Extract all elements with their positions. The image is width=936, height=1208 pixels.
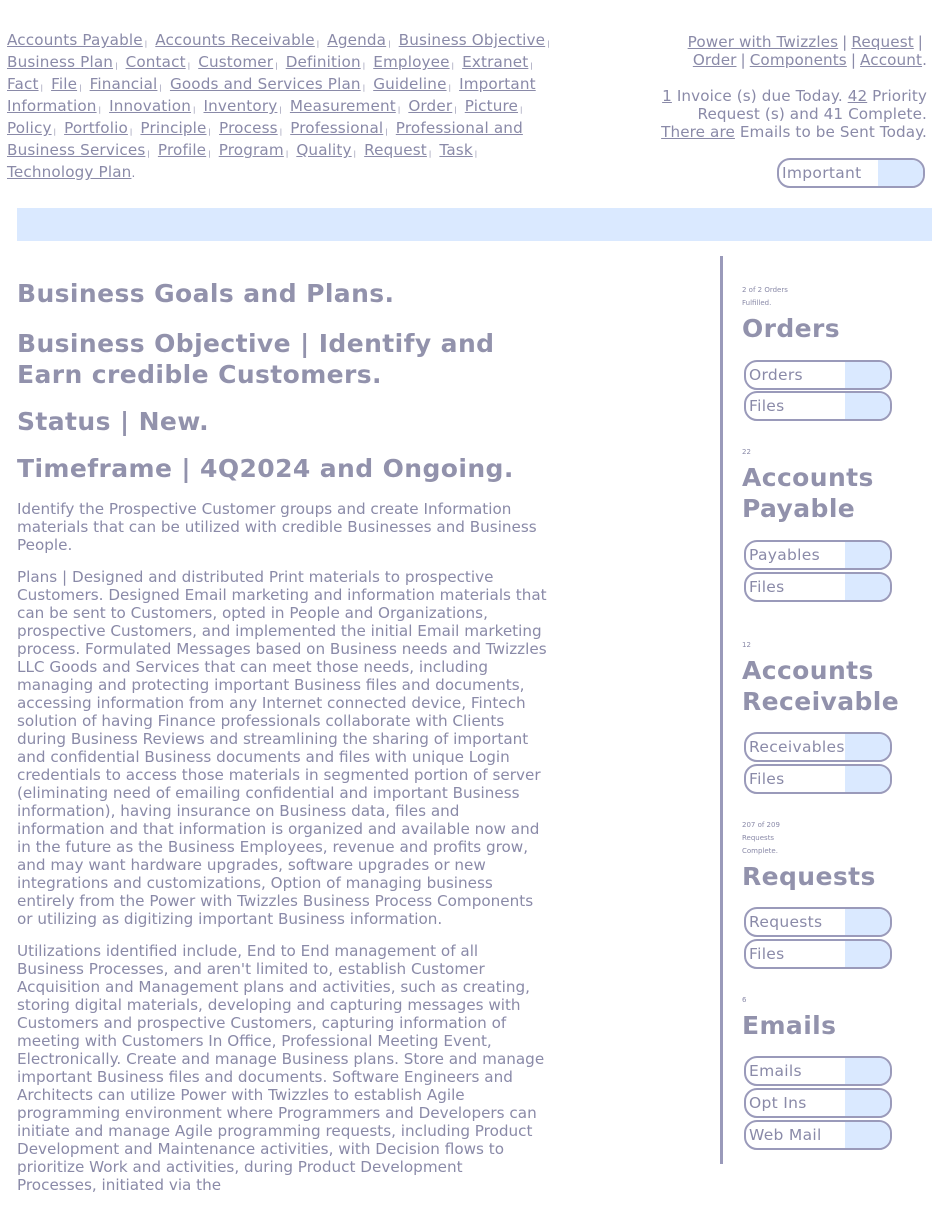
nav-separator: | [98, 106, 102, 114]
nav-link-financial[interactable]: Financial [89, 75, 158, 93]
payables-count [742, 446, 751, 459]
important-button[interactable] [777, 158, 925, 188]
nav-separator: | [187, 62, 191, 70]
status-summary [627, 87, 927, 141]
nav-separator: | [547, 40, 550, 48]
nav-link-professional-and-business-services[interactable]: Professional and Business Services [7, 119, 523, 159]
pill-fill [845, 1122, 890, 1148]
nav-separator: | [79, 84, 82, 92]
invoice-text: Invoice (s) due Today. [671, 87, 848, 105]
nav-separator: | [208, 128, 212, 136]
pill-fill [845, 362, 890, 388]
status-heading: Status | New. [17, 407, 210, 436]
orders-count-line: Fulfilled. [742, 299, 772, 307]
header-separator: | [740, 51, 746, 69]
plans-paragraph: Plans | Designed and distributed Print materials to prospective Customers. Designed Email marketing and information materials that can be sent to Customers, opted in People and Organizations, prospective Customers, and implemented the initial Email marketing process. Formulated Messages based on Business needs and Twizzles LLC Goods and Services that can meet those needs, including managing and protecting important Business files and documents, accessing information from any Internet connected device, Fintech solution of having Finance professionals collaborate with Clients during Business Reviews and streamlining the sharing of important and confidential Business documents and files with unique Login credentials to access those materials in segmented portion of server (eliminating need of emailing confidential and important Business information), having insurance on Business data, files and information and that information is organized and available now and in the future as the Business Employees, revenue and profits grow, and may want hardware upgrades, software upgrades or new integrations and customizations, Option of managing business entirely from the Power with Twizzles Business Process Components or utilizing as digitizing important Business information. [17, 568, 547, 928]
orders-files-button-label: Files [749, 397, 785, 415]
emails-button-label: Emails [749, 1062, 802, 1080]
pill-fill [845, 766, 890, 792]
nav-link-guideline[interactable]: Guideline [373, 75, 447, 93]
nav-separator: | [451, 62, 455, 70]
main-content [17, 279, 547, 1208]
orders-button-label: Orders [749, 366, 803, 384]
orders-title: Orders [742, 314, 841, 343]
requests-count [742, 819, 780, 858]
pill-fill [845, 941, 890, 967]
nav-link-program[interactable]: Program [218, 141, 284, 159]
nav-link-process[interactable]: Process [219, 119, 278, 137]
nav-separator: | [193, 106, 196, 114]
nav-link-task[interactable]: Task [439, 141, 473, 159]
pill-fill [845, 909, 890, 935]
nav-link-principle[interactable]: Principle [140, 119, 207, 137]
nav-link-technology-plan[interactable]: Technology Plan [7, 163, 132, 181]
intro-paragraph: Identify the Prospective Customer groups and create Information materials that can be utilized with credible Businesses and Business People. [17, 500, 537, 554]
request-link[interactable]: Request [851, 33, 914, 51]
receivables-button-label: Receivables [749, 738, 845, 756]
payables-count-line: 22 [742, 448, 751, 456]
requests-count-line: 207 of 209 [742, 821, 780, 829]
receivables-count-line: 12 [742, 641, 751, 649]
invoice-count-link[interactable]: 1 [662, 87, 672, 105]
nav-link-portfolio[interactable]: Portfolio [64, 119, 128, 137]
requests-button-label: Requests [749, 913, 823, 931]
payables-files-button-label: Files [749, 578, 785, 596]
power-with-twizzles-link[interactable]: Power with Twizzles [687, 33, 839, 51]
nav-link-quality[interactable]: Quality [296, 141, 352, 159]
receivables-files-button[interactable] [744, 764, 892, 794]
nav-separator: | [144, 40, 148, 48]
requests-count-line: Requests [742, 834, 775, 842]
nav-separator: | [353, 150, 357, 158]
requests-button[interactable] [744, 907, 892, 937]
nav-link-business-objective[interactable]: Business Objective [398, 31, 546, 49]
payables-button[interactable] [744, 540, 892, 570]
order-link[interactable]: Order [692, 51, 737, 69]
nav-separator: | [147, 150, 150, 158]
header-separator: | [917, 33, 923, 51]
nav-separator: | [275, 62, 278, 70]
nav-link-measurement[interactable]: Measurement [289, 97, 396, 115]
nav-link-employee[interactable]: Employee [373, 53, 450, 71]
nav-link-request[interactable]: Request [364, 141, 427, 159]
pill-fill [845, 1090, 890, 1116]
nav-link-important-information[interactable]: Important Information [7, 75, 536, 115]
important-button-label: Important [782, 164, 862, 182]
nav-separator: | [530, 62, 533, 70]
nav-separator: | [385, 128, 388, 136]
orders-files-button[interactable] [744, 391, 892, 421]
nav-link-professional[interactable]: Professional [290, 119, 384, 137]
nav-separator: | [448, 84, 452, 92]
nav-link-customer[interactable]: Customer [198, 53, 274, 71]
utilizations-paragraph: Utilizations identified include, End to End management of all Business Processes, and aren't limited to, establish Customer Acquisition and Management plans and activities, such as creating, storing digital materials, developing and capturing messages with Customers and prospective Customers, capturing information of meeting with Customers In Office, Professional Meeting Event, Electronically. Create and manage Business plans. Store and manage important Business files and documents. Software Engineers and Architects can utilize Power with Twizzles to establish Agile programming environment where Programmers and Developers can initiate and manage Agile programming requests, including Product Development and Maintenance activities, with Decision flows to prioritize Work and activities, during Product Development Processes, initiated via the [17, 942, 545, 1194]
emails-count-line: 6 [742, 996, 747, 1004]
pill-fill [845, 734, 890, 760]
objective-heading: Business Objective | Identify and Earn credible Customers. [17, 329, 495, 389]
nav-separator: | [362, 62, 366, 70]
pill-fill [878, 160, 923, 186]
web-mail-button[interactable] [744, 1120, 892, 1150]
nav-link-agenda[interactable]: Agenda [327, 31, 387, 49]
nav-separator: | [279, 106, 282, 114]
nav-separator: | [454, 106, 457, 114]
nav-link-goods-and-services-plan[interactable]: Goods and Services Plan [169, 75, 361, 93]
nav-link-contact[interactable]: Contact [125, 53, 186, 71]
header-account-area [627, 33, 927, 141]
header-links [627, 33, 927, 69]
header-band [17, 208, 932, 241]
nav-separator: | [129, 128, 133, 136]
opt-ins-button[interactable] [744, 1088, 892, 1118]
nav-link-innovation[interactable]: Innovation [109, 97, 191, 115]
nav-separator: | [362, 84, 366, 92]
header-separator: | [842, 33, 848, 51]
nav-separator: | [285, 150, 289, 158]
receivables-button[interactable] [744, 732, 892, 762]
pill-fill [845, 574, 890, 600]
nav-link-profile[interactable]: Profile [157, 141, 207, 159]
nav-separator: | [474, 150, 478, 158]
nav-link-extranet[interactable]: Extranet [462, 53, 529, 71]
requests-count-line: Complete. [742, 847, 778, 855]
nav-separator: | [520, 106, 523, 114]
nav-end-period: . [131, 166, 136, 180]
nav-separator: | [397, 106, 401, 114]
emails-link[interactable]: There are [661, 123, 735, 141]
nav-separator: | [40, 84, 44, 92]
pill-fill [845, 1058, 890, 1084]
timeframe-heading: Timeframe | 4Q2024 and Ongoing. [17, 454, 514, 483]
components-link[interactable]: Components [749, 51, 847, 69]
requests-files-button[interactable] [744, 939, 892, 969]
requests-title: Requests [742, 862, 876, 891]
nav-separator: | [316, 40, 320, 48]
nav-link-business-plan[interactable]: Business Plan [7, 53, 114, 71]
account-link[interactable]: Account [860, 51, 923, 69]
nav-separator: | [53, 128, 57, 136]
nav-link-picture[interactable]: Picture [464, 97, 519, 115]
payables-files-button[interactable] [744, 572, 892, 602]
nav-separator: | [115, 62, 118, 70]
priority-count-link[interactable]: 42 [847, 87, 868, 105]
emails-title: Emails [742, 1011, 837, 1040]
nav-link-policy[interactable]: Policy [7, 119, 52, 137]
nav-link-accounts-receivable[interactable]: Accounts Receivable [155, 31, 315, 49]
receivables-count [742, 639, 751, 652]
page-title: Business Goals and Plans. [17, 279, 395, 308]
nav-link-definition[interactable]: Definition [285, 53, 361, 71]
receivables-title: Accounts Receivable [742, 656, 900, 716]
nav-separator: | [279, 128, 283, 136]
web-mail-button-label: Web Mail [749, 1126, 822, 1144]
emails-text: Emails to be Sent Today. [734, 123, 927, 141]
header-end-period: . [922, 51, 927, 69]
nav-link-fact[interactable]: Fact [7, 75, 39, 93]
priority-text: Priority Request (s) and 41 Complete. [697, 87, 927, 123]
payables-button-label: Payables [749, 546, 820, 564]
nav-link-inventory[interactable]: Inventory [203, 97, 278, 115]
orders-count [742, 284, 788, 310]
pill-fill [845, 393, 890, 419]
top-navigation [7, 31, 559, 182]
nav-separator: | [159, 84, 162, 92]
pill-fill [845, 542, 890, 568]
nav-link-file[interactable]: File [51, 75, 78, 93]
header-separator: | [850, 51, 857, 69]
nav-separator: | [208, 150, 211, 158]
nav-separator: | [388, 40, 391, 48]
emails-count [742, 994, 746, 1007]
receivables-files-button-label: Files [749, 770, 785, 788]
nav-link-accounts-payable[interactable]: Accounts Payable [7, 31, 143, 49]
opt-ins-button-label: Opt Ins [749, 1094, 807, 1112]
requests-files-button-label: Files [749, 945, 785, 963]
orders-count-line: 2 of 2 Orders [742, 286, 788, 294]
orders-button[interactable] [744, 360, 892, 390]
nav-link-order[interactable]: Order [408, 97, 453, 115]
nav-separator: | [428, 150, 432, 158]
emails-button[interactable] [744, 1056, 892, 1086]
payables-title: Accounts Payable [742, 463, 874, 523]
sidebar-divider [720, 256, 723, 1164]
